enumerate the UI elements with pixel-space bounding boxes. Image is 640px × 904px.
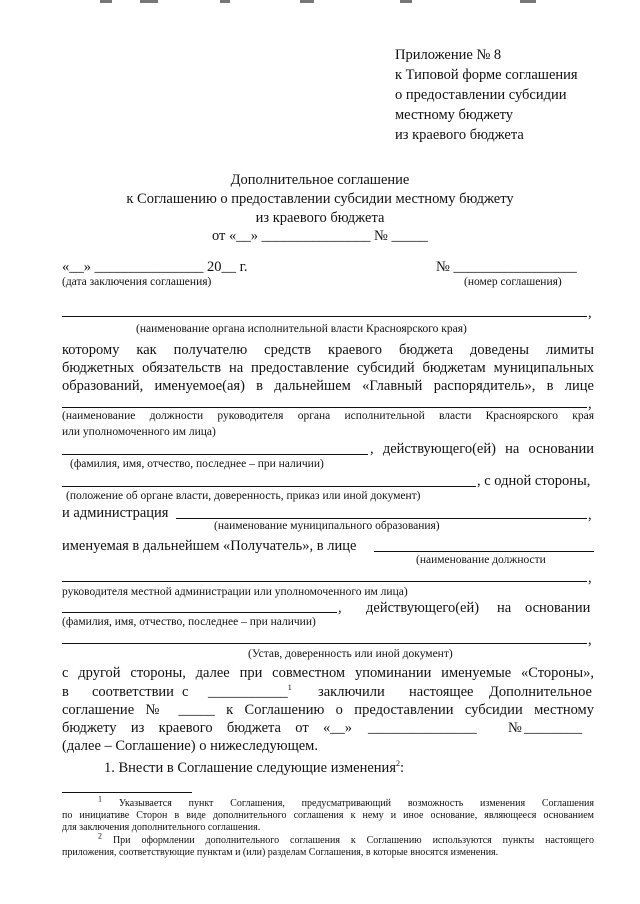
- footnote-marker: 2: [98, 831, 102, 841]
- blank-line: [62, 581, 587, 582]
- caption-number: (номер соглашения): [464, 276, 562, 288]
- blank-reference: [208, 685, 292, 700]
- scan-top-marks: [100, 0, 560, 4]
- item-text: 1. Внести в Соглашение следующие изменения: [104, 760, 396, 776]
- word: заключили: [318, 684, 385, 700]
- punct: ,: [588, 396, 592, 412]
- footnote-separator: [62, 792, 192, 793]
- caption-charter: (Устав, доверенность или иной документ): [248, 648, 453, 660]
- paragraph-line: бюджетных обязательств на предоставление субсидий бюджетам муниципальных: [62, 360, 594, 376]
- caption-head-position: (наименование должности: [416, 554, 546, 566]
- one-side: , с одной стороны,: [477, 473, 591, 489]
- paragraph-line: (далее – Соглашение) о нижеследующем.: [62, 738, 318, 754]
- caption-fio: (фамилия, имя, отчество, последнее – при наличии): [62, 616, 316, 628]
- blank-line: [62, 612, 337, 613]
- word: Дополнительное: [489, 684, 592, 700]
- title-line: из краевого бюджета: [255, 210, 385, 226]
- word: в: [62, 684, 69, 700]
- title-line: Дополнительное соглашение: [230, 172, 410, 188]
- blank-line: [62, 407, 587, 408]
- footnote-ref-1: 1: [287, 683, 292, 693]
- words: бюджету из краевого бюджета от «__»: [62, 720, 352, 736]
- caption-municipality: (наименование муниципального образования): [214, 520, 440, 532]
- item-1: [104, 761, 404, 776]
- appendix-line: из краевого бюджета: [395, 127, 524, 143]
- footnote-line: по инициативе Сторон в виде дополнительного соглашения к нему и иное основание, являющееся основанием: [62, 810, 594, 821]
- number-sign: №: [508, 720, 522, 736]
- blank-line: [62, 316, 587, 317]
- paragraph-line: образований, именуемое(ая) в дальнейшем «Главный распорядитель», в лице: [62, 378, 594, 394]
- title-date-number: от «__» _______________ № _____: [212, 228, 428, 244]
- punct: ,: [338, 600, 342, 616]
- blank-line: [176, 518, 587, 519]
- footnote-text: Указывается пункт Соглашения, предусматривающий возможность изменения Соглашения: [118, 798, 595, 809]
- paragraph-line: соглашение № _____ к Соглашению о предоставлении субсидии местному: [62, 702, 594, 718]
- footnote-line: для заключения дополнительного соглашения.: [62, 822, 261, 833]
- blank: ________: [524, 720, 582, 736]
- word: соответствии: [92, 684, 174, 700]
- blank: _______________: [368, 720, 477, 736]
- footnote-text: При оформлении дополнительного соглашения к Соглашению используются пункты настоящего: [112, 835, 594, 846]
- recipient-label: именуемая в дальнейшем «Получатель», в лице: [62, 538, 357, 554]
- agreement-number: № _________________: [436, 259, 577, 275]
- caption-date: (дата заключения соглашения): [62, 276, 212, 288]
- acting-word: действующего(ей): [366, 600, 480, 616]
- footnote-ref-2: 2: [395, 759, 400, 769]
- administration-label: и администрация: [62, 505, 169, 521]
- word: с: [182, 684, 189, 700]
- footnote-line: [62, 794, 595, 809]
- caption-position: (наименование должности руководителя органа исполнительной власти Красноярского края: [62, 410, 594, 422]
- caption-position: или уполномоченного им лица): [62, 426, 216, 438]
- paragraph-line: с другой стороны, далее при совместном упоминании именуемые «Стороны»,: [62, 665, 594, 681]
- caption-organ: (наименование органа исполнительной власти Красноярского края): [136, 323, 467, 335]
- title-line: к Соглашению о предоставлении субсидии местному бюджету: [126, 191, 514, 207]
- word: настоящее: [409, 684, 474, 700]
- item-colon: :: [399, 760, 405, 776]
- appendix-line: местному бюджету: [395, 107, 514, 123]
- punct: ,: [588, 632, 592, 648]
- caption-fio: (фамилия, имя, отчество, последнее – при наличии): [70, 458, 324, 470]
- punct: ,: [588, 507, 592, 523]
- appendix-line: о предоставлении субсидии: [395, 87, 567, 103]
- blank-line: [62, 486, 476, 487]
- acting-basis: , действующего(ей) на основании: [370, 441, 594, 457]
- blank-line: [62, 454, 368, 455]
- acting-word: основании: [525, 600, 591, 616]
- paragraph-line: которому как получателю средств краевого бюджета доведены лимиты: [62, 342, 594, 358]
- conclusion-date: «__» _______________ 20__ г.: [62, 259, 248, 275]
- caption-head-position: руководителя местной администрации или уполномоченного им лица): [62, 586, 408, 598]
- punct: ,: [588, 570, 592, 586]
- acting-word: на: [497, 600, 512, 616]
- blank-line: [62, 643, 587, 644]
- blank-line: [374, 551, 594, 552]
- blank: ___________: [208, 684, 288, 700]
- appendix-number: Приложение № 8: [395, 47, 502, 63]
- footnote-marker: 1: [98, 794, 102, 804]
- footnote-line: приложения, соответствующие пунктам и (или) разделам Соглашения, в которые вносятся изменения.: [62, 847, 499, 858]
- footnote-line: [62, 831, 594, 846]
- punct: ,: [588, 305, 592, 321]
- appendix-line: к Типовой форме соглашения: [395, 67, 578, 83]
- caption-document: (положение об органе власти, доверенность, приказ или иной документ): [66, 490, 421, 502]
